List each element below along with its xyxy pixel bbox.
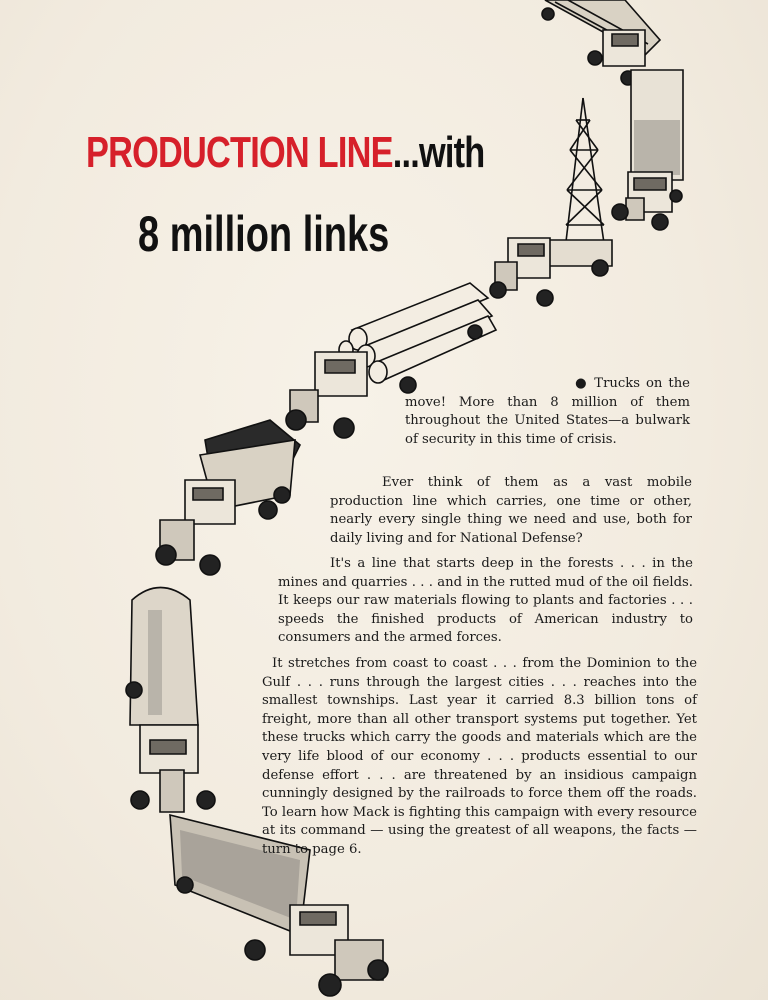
oil-derrick-illustration [565,98,605,250]
headline-black-text: ...with [392,128,485,177]
derrick-truck-illustration [490,238,612,306]
dump-truck-illustration [156,420,300,575]
van-truck-illustration [612,70,683,230]
headline-line-2: 8 million links [138,206,390,262]
body-paragraph-2: Ever think of them as a vast mobile production line which carries, one time or other, nearly every single thing we need and use, both for daily living and for National Defense? [330,475,692,546]
body-paragraph-1: ● Trucks on the move! More than 8 million of them throughout the United States—a bulwark of security in this time of crisis. [405,376,690,447]
headline-red-text: PRODUCTION LINE [86,128,393,177]
body-paragraph-4: It stretches from coast to coast . . . from the Dominion to the Gulf . . . runs through the largest cities . . . reaches into the smallest townships. Last year it carried 8.3 billion tons of freight, more than all other transport systems put together. Yet these trucks which carry the goods and materials which are the very life blood of our economy . . . products essential to our defense effort . . . are threatened by an insidious campaign cunningly designed by the railroads to force them off the roads. To learn how Mack is fighting this campaign with every resource at its command — using the greatest of all weapons, the facts — turn to page 6. [262,656,697,857]
headline-line-1 [86,122,485,184]
tanker-truck-illustration [126,588,215,813]
body-paragraph-3: It's a line that starts deep in the forests . . . in the mines and quarries . . . and in the rutted mud of the oil fields. It keeps our raw materials flowing to plants and factories . . . speeds the finished products of American industry to consumers and the armed forces. [278,556,693,646]
